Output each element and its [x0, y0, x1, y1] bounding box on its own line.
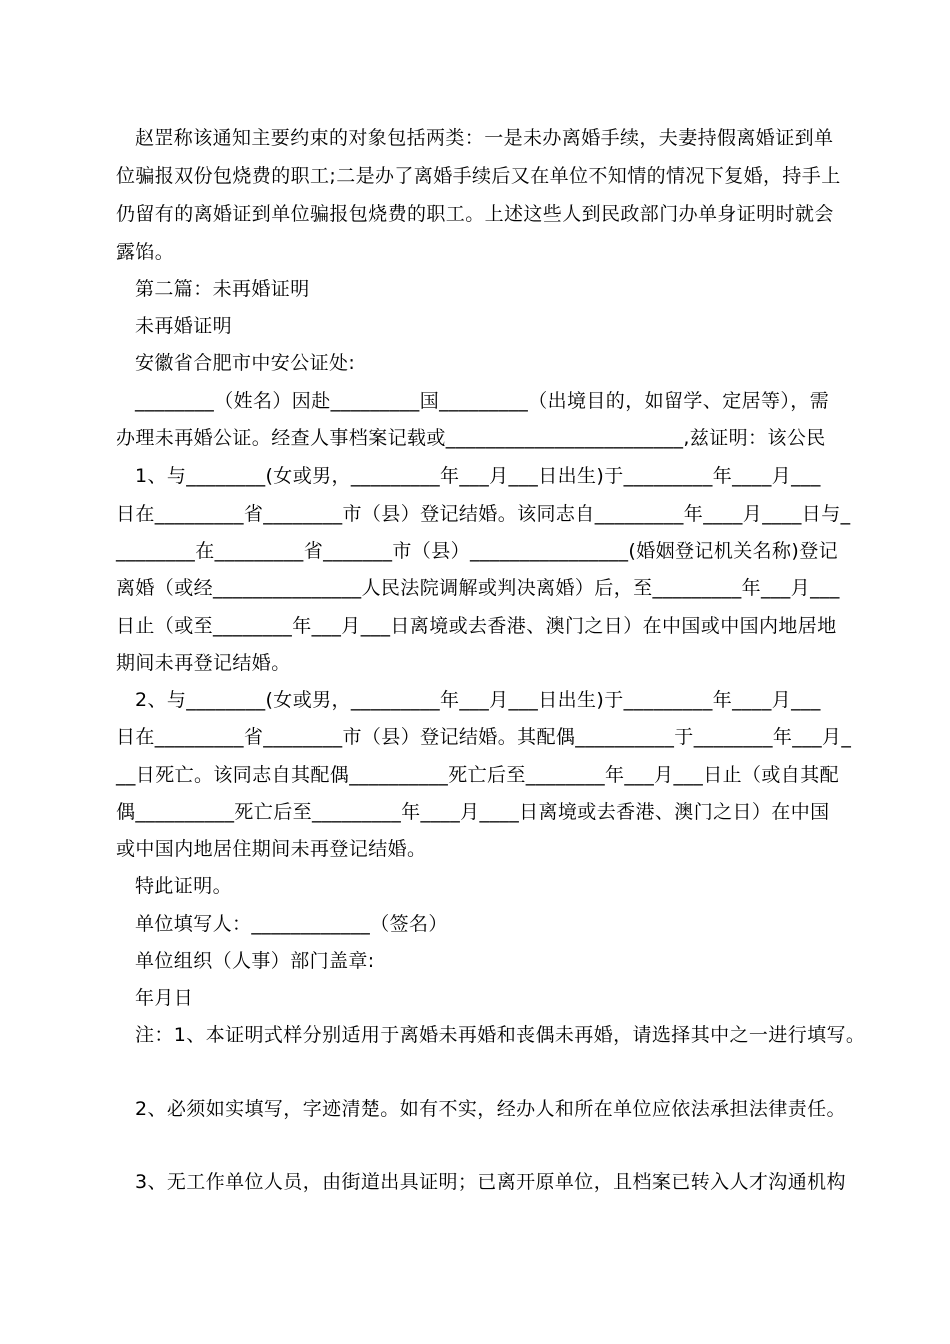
form-line: 办理未再婚公证。经查人事档案记载或________________________,兹证明：该公民	[116, 427, 826, 449]
note-line: 2、必须如实填写，字迹清楚。如有不实，经办人和所在单位应依法承担法律责任。	[135, 1098, 846, 1120]
form-line: 或中国内地居住期间未再登记结婚。	[116, 838, 427, 860]
form-line: ________在_________省_______市（县）________________(婚姻登记机关名称)登记	[116, 540, 839, 562]
seal-line: 单位组织（人事）部门盖章:	[135, 950, 375, 972]
form-line: 离婚（或经_______________人民法院调解或判决离婚）后，至_________年___月___	[116, 577, 840, 599]
paragraph-line: 赵罡称该通知主要约束的对象包括两类：一是未办离婚手续，夫妻持假离婚证到单	[135, 127, 834, 149]
form-line: 2、与________(女或男，_________年___月___日出生)于_________年____月___	[135, 689, 821, 711]
form-line: __日死亡。该同志自其配偶__________死亡后至________年___月___日止（或自其配	[116, 764, 840, 786]
form-line: 期间未再登记结婚。	[116, 652, 291, 674]
closing-line: 特此证明。	[135, 875, 233, 897]
section-heading: 第二篇：未再婚证明	[135, 278, 310, 300]
note-line: 注：1、本证明式样分别适用于离婚未再婚和丧偶未再婚，请选择其中之一进行填写。	[135, 1024, 866, 1046]
note-line: 3、无工作单位人员，由街道出具证明；已离开原单位，且档案已转入人才沟通机构	[135, 1171, 846, 1193]
form-line: 偶__________死亡后至_________年____月____日离境或去香港、澳门之日）在中国	[116, 801, 830, 823]
form-line: 1、与________(女或男，_________年___月___日出生)于_________年____月___	[135, 465, 821, 487]
form-line: 日在_________省________市（县）登记结婚。该同志自_________年____月____日与_	[116, 503, 851, 525]
date-line: 年月日	[135, 987, 194, 1009]
document-title: 未再婚证明	[135, 315, 233, 337]
form-line: 日在_________省________市（县）登记结婚。其配偶__________于________年___月_	[116, 726, 852, 748]
addressee-line: 安徽省合肥市中安公证处:	[135, 352, 356, 374]
form-line: ________（姓名）因赴_________国_________（出境目的，如留学、定居等），需	[135, 390, 830, 412]
paragraph-line: 露馅。	[116, 241, 175, 263]
paragraph-line: 仍留有的离婚证到单位骗报包烧费的职工。上述这些人到民政部门办单身证明时就会	[116, 203, 834, 225]
form-line: 日止（或至________年___月___日离境或去香港、澳门之日）在中国或中国内地居地	[116, 615, 837, 637]
signer-line: 单位填写人：____________（签名）	[135, 913, 448, 935]
paragraph-line: 位骗报双份包烧费的职工;二是办了离婚手续后又在单位不知情的情况下复婚，持手上	[116, 165, 841, 187]
